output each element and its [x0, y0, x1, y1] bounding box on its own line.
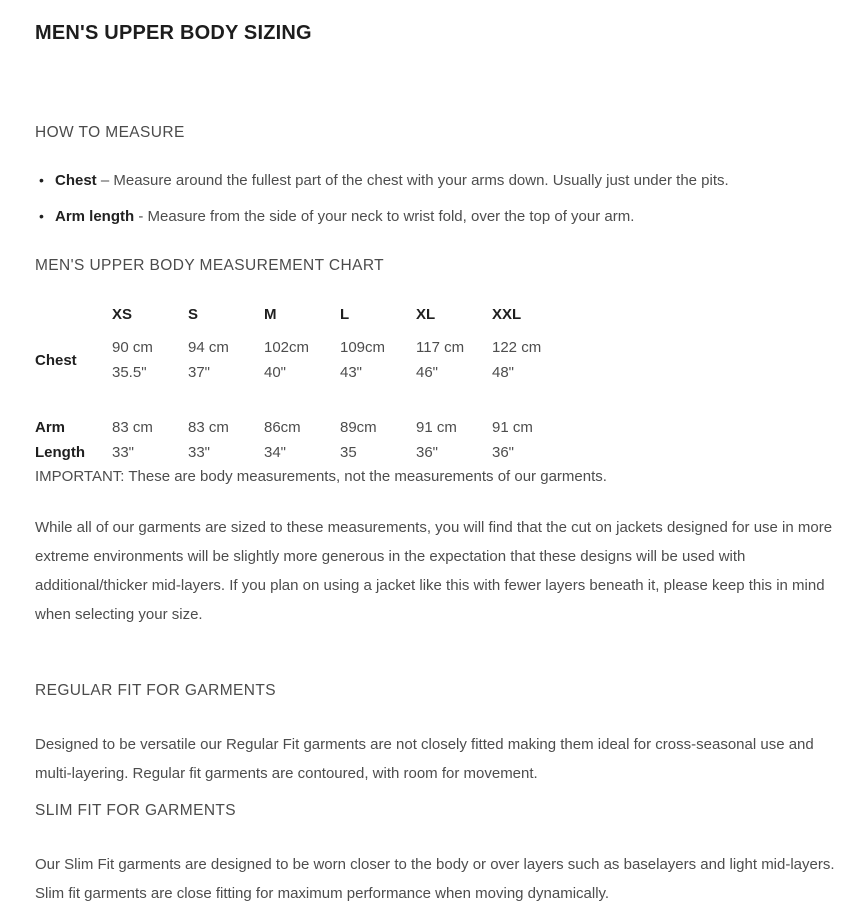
size-header-s: S — [188, 306, 199, 323]
slim-fit-paragraph: Our Slim Fit garments are designed to be worn closer to the body or over layers such as baselayers and light mid-layers. Slim fit garments are close fitting for maximum performance when moving dynamically. — [35, 856, 835, 902]
chest-value-xs: 90 cm 35.5" — [112, 339, 153, 381]
measure-text: Measure around the fullest part of the chest with your arms down. Usually just under the pits. — [113, 172, 729, 189]
size-header-l: L — [340, 306, 350, 323]
bullet-icon: • — [39, 172, 44, 188]
how-to-measure-heading: HOW TO MEASURE — [35, 124, 185, 141]
measure-text: Measure from the side of your neck to wrist fold, over the top of your arm. — [147, 208, 635, 225]
page-title: MEN'S UPPER BODY SIZING — [35, 22, 312, 44]
size-header-xl: XL — [416, 306, 436, 323]
regular-fit-paragraph: Designed to be versatile our Regular Fit garments are not closely fitted making them ideal for cross-seasonal use and multi-layering. Regular fit garments are contoured, with room for movement. — [35, 736, 814, 782]
measure-separator: – — [100, 172, 110, 189]
size-table — [35, 307, 835, 465]
size-header-m: M — [264, 306, 277, 323]
chest-value-m: 102cm 40" — [264, 339, 310, 381]
important-note: IMPORTANT: These are body measurements, not the measurements of our garments. — [35, 468, 607, 485]
measure-separator: - — [138, 208, 144, 225]
list-item-chest — [35, 172, 835, 190]
chest-value-xl: 117 cm 46" — [416, 339, 465, 381]
arm-value-m: 86cm 34" — [264, 419, 301, 461]
measure-list — [35, 172, 835, 226]
chest-value-l: 109cm 43" — [340, 339, 386, 381]
chest-value-xxl: 122 cm 48" — [492, 339, 542, 381]
sizing-note-paragraph: While all of our garments are sized to these measurements, you will find that the cut on jackets designed for use in more extreme environments will be slightly more generous in the expectation that these designs will be used with additional/thicker mid-layers. If you plan on using a jacket like this with fewer layers beneath it, please keep this in mind when selecting your size. — [35, 519, 833, 623]
arm-value-xl: 91 cm 36" — [416, 419, 457, 461]
measurement-chart-heading: MEN'S UPPER BODY MEASUREMENT CHART — [35, 257, 385, 274]
table-row-arm-length — [35, 415, 835, 465]
arm-value-s: 83 cm 33" — [188, 419, 229, 461]
size-table-header-row — [35, 307, 835, 323]
row-label-chest: Chest — [35, 351, 77, 369]
arm-value-l: 89cm 35 — [340, 419, 377, 461]
slim-fit-heading: SLIM FIT FOR GARMENTS — [35, 802, 237, 819]
table-row-chest — [35, 335, 835, 385]
arm-value-xs: 83 cm 33" — [112, 419, 153, 461]
size-header-xxl: XXL — [492, 306, 522, 323]
size-header-xs: XS — [112, 306, 133, 323]
chest-value-s: 94 cm 37" — [188, 339, 229, 381]
measure-term: Arm length — [55, 208, 135, 225]
arm-value-xxl: 91 cm 36" — [492, 419, 533, 461]
row-label-arm-length: Arm Length — [35, 419, 85, 461]
list-item-arm-length — [35, 208, 835, 226]
bullet-icon: • — [39, 208, 44, 224]
measure-term: Chest — [55, 172, 97, 189]
header-spacer-cell — [35, 307, 112, 323]
regular-fit-heading: REGULAR FIT FOR GARMENTS — [35, 682, 276, 699]
